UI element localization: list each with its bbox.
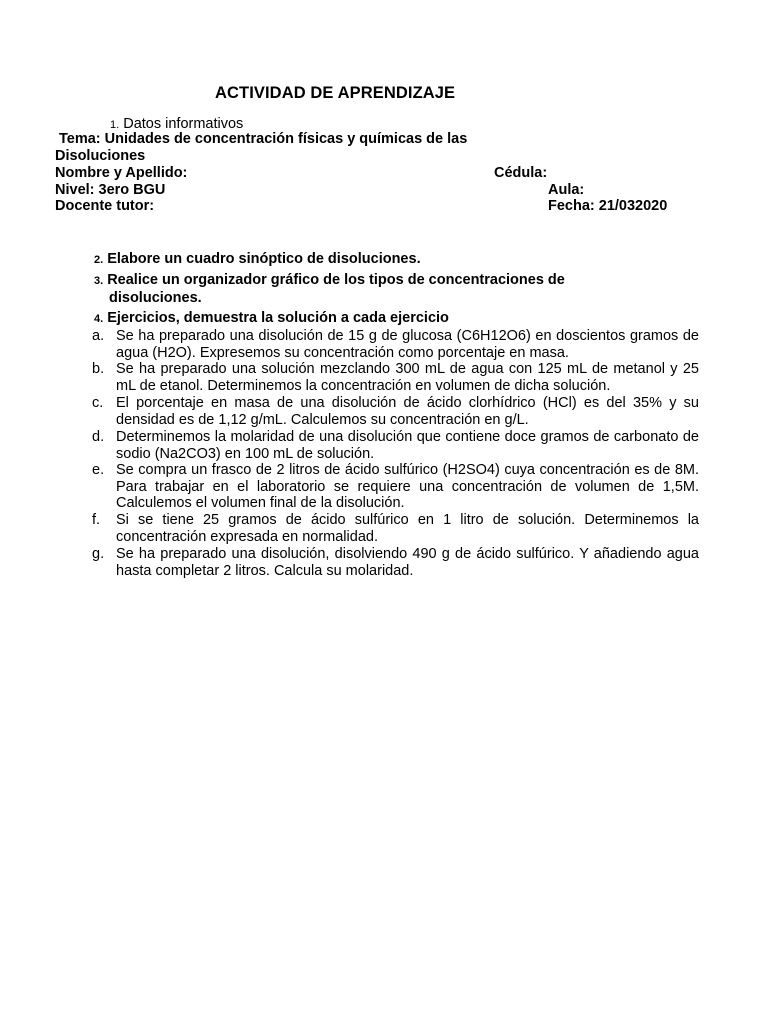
- item-number: 4.: [94, 313, 104, 325]
- nivel-label: Nivel: 3ero BGU: [55, 182, 166, 198]
- exercise-d: [92, 429, 699, 462]
- aula-label: Aula:: [548, 182, 585, 198]
- exercise-text: Se ha preparado una solución mezclando 300 mL de agua con 125 mL de metanol y 25 mL de etanol. Determinemos la concentración en volumen de dicha solución.: [116, 361, 699, 394]
- instruction-item-3-continuation: disoluciones.: [109, 290, 202, 306]
- exercise-f: [92, 512, 699, 545]
- item-text: Realice un organizador gráfico de los tipos de concentraciones de: [107, 272, 565, 288]
- nombre-label: Nombre y Apellido:: [55, 165, 188, 181]
- document-title: ACTIVIDAD DE APRENDIZAJE: [215, 84, 456, 102]
- exercise-letter: d.: [92, 429, 105, 445]
- exercise-text: Se compra un frasco de 2 litros de ácido sulfúrico (H2SO4) cuya concentración es de 8M. Para trabajar en el laboratorio se requiere una concentración de volumen de 1,5M. Calculemos el volumen final de la disolución.: [116, 462, 699, 512]
- exercise-text: El porcentaje en masa de una disolución de ácido clorhídrico (HCl) es del 35% y su densidad es de 1,12 g/mL. Calculemos su concentración en g/L.: [116, 395, 699, 428]
- exercise-letter: a.: [92, 328, 105, 344]
- datos-label: Datos informativos: [123, 116, 244, 132]
- item-text: Elabore un cuadro sinóptico de disoluciones.: [107, 251, 421, 267]
- datos-number: 1.: [110, 119, 120, 131]
- item-number: 3.: [94, 275, 104, 287]
- docente-label: Docente tutor:: [55, 198, 155, 214]
- item-text: Ejercicios, demuestra la solución a cada ejercicio: [107, 310, 449, 326]
- exercise-letter: g.: [92, 546, 105, 562]
- exercise-a: [92, 328, 699, 361]
- exercise-letter: c.: [92, 395, 104, 411]
- exercise-text: Determinemos la molaridad de una disolución que contiene doce gramos de carbonato de sodio (Na2CO3) en 100 mL de solución.: [116, 429, 699, 462]
- fecha-label: Fecha: 21/032020: [548, 198, 668, 214]
- datos-heading: [110, 116, 243, 132]
- exercise-letter: b.: [92, 361, 105, 377]
- item-number: 2.: [94, 254, 104, 266]
- tema-line-2: Disoluciones: [55, 148, 146, 164]
- instruction-item-3: [94, 272, 565, 288]
- instruction-item-2: [94, 251, 421, 267]
- exercise-b: [92, 361, 699, 394]
- tema-line-1: Tema: Unidades de concentración físicas y químicas de las: [59, 131, 468, 147]
- exercise-text: Se ha preparado una disolución, disolviendo 490 g de ácido sulfúrico. Y añadiendo agua hasta completar 2 litros. Calcula su molaridad.: [116, 546, 699, 579]
- exercise-letter: f.: [92, 512, 101, 528]
- exercise-text: Si se tiene 25 gramos de ácido sulfúrico en 1 litro de solución. Determinemos la concentración expresada en normalidad.: [116, 512, 699, 545]
- exercise-e: [92, 462, 699, 512]
- cedula-label: Cédula:: [494, 165, 548, 181]
- exercise-letter: e.: [92, 462, 105, 478]
- exercise-g: [92, 546, 699, 579]
- exercise-text: Se ha preparado una disolución de 15 g de glucosa (C6H12O6) en doscientos gramos de agua (H2O). Expresemos su concentración como porcentaje en masa.: [116, 328, 699, 361]
- instruction-item-4: [94, 310, 449, 326]
- exercise-c: [92, 395, 699, 428]
